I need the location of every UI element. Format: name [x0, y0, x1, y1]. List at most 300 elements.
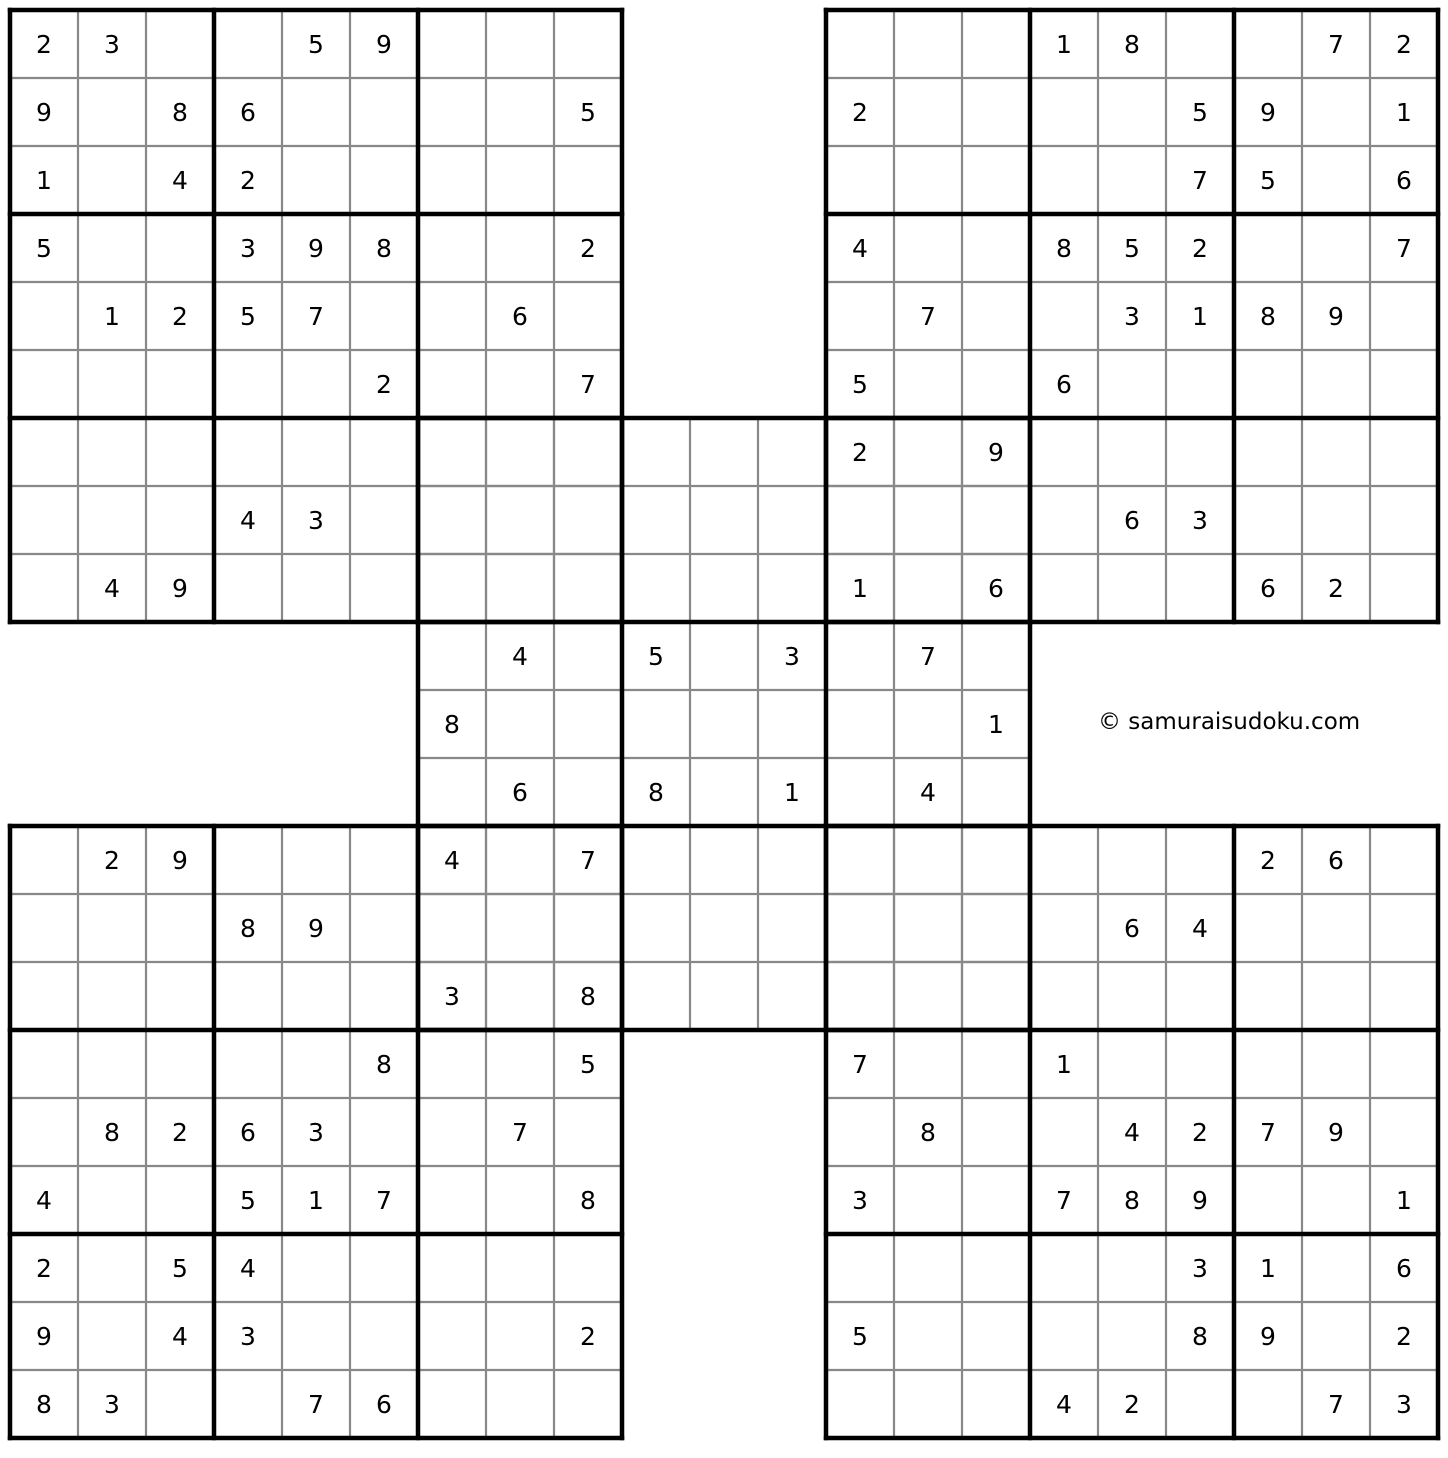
- sudoku-cell[interactable]: [826, 826, 894, 894]
- given-digit: 7: [920, 302, 936, 331]
- sudoku-cell[interactable]: [78, 146, 146, 214]
- given-digit: 5: [172, 1254, 188, 1283]
- sudoku-cell[interactable]: [1302, 146, 1370, 214]
- sudoku-cell[interactable]: [10, 282, 78, 350]
- given-digit: 6: [1124, 506, 1140, 535]
- sudoku-cell[interactable]: [690, 418, 758, 486]
- sudoku-cell[interactable]: [282, 826, 350, 894]
- sudoku-cell[interactable]: [282, 418, 350, 486]
- sudoku-cell[interactable]: [1030, 1234, 1098, 1302]
- sudoku-cell[interactable]: [486, 894, 554, 962]
- sudoku-cell[interactable]: [1030, 554, 1098, 622]
- sudoku-cell[interactable]: [486, 486, 554, 554]
- sudoku-cell[interactable]: [826, 10, 894, 78]
- sudoku-cell[interactable]: [962, 214, 1030, 282]
- given-digit: 3: [1396, 1390, 1412, 1419]
- sudoku-cell[interactable]: [1098, 1302, 1166, 1370]
- sudoku-cell[interactable]: [78, 1234, 146, 1302]
- sudoku-cell[interactable]: [962, 1302, 1030, 1370]
- sudoku-cell[interactable]: [350, 78, 418, 146]
- sudoku-cell[interactable]: [690, 826, 758, 894]
- sudoku-cell[interactable]: [962, 146, 1030, 214]
- sudoku-cell[interactable]: [1234, 486, 1302, 554]
- sudoku-cell[interactable]: [214, 1030, 282, 1098]
- sudoku-cell[interactable]: [1302, 78, 1370, 146]
- sudoku-cell[interactable]: [486, 78, 554, 146]
- sudoku-cell[interactable]: [78, 78, 146, 146]
- sudoku-cell[interactable]: [1030, 894, 1098, 962]
- sudoku-cell[interactable]: [1370, 894, 1438, 962]
- given-digit: 5: [580, 98, 596, 127]
- sudoku-cell[interactable]: [214, 1370, 282, 1438]
- sudoku-cell[interactable]: [350, 554, 418, 622]
- sudoku-cell[interactable]: [486, 962, 554, 1030]
- sudoku-cell[interactable]: [350, 146, 418, 214]
- given-digit: 6: [1124, 914, 1140, 943]
- sudoku-cell[interactable]: [146, 350, 214, 418]
- given-digit: 3: [1124, 302, 1140, 331]
- sudoku-cell[interactable]: [894, 554, 962, 622]
- sudoku-cell[interactable]: [78, 418, 146, 486]
- sudoku-cell[interactable]: [690, 486, 758, 554]
- given-digit: 5: [1260, 166, 1276, 195]
- sudoku-cell[interactable]: [962, 962, 1030, 1030]
- sudoku-cell[interactable]: [350, 826, 418, 894]
- sudoku-cell[interactable]: [1166, 418, 1234, 486]
- sudoku-cell[interactable]: [962, 282, 1030, 350]
- sudoku-cell[interactable]: [690, 894, 758, 962]
- sudoku-cell[interactable]: [758, 962, 826, 1030]
- given-digit: 4: [444, 846, 460, 875]
- sudoku-cell[interactable]: [350, 962, 418, 1030]
- sudoku-cell[interactable]: [282, 78, 350, 146]
- sudoku-cell[interactable]: [962, 78, 1030, 146]
- given-digit: 6: [1328, 846, 1344, 875]
- sudoku-cell[interactable]: [690, 622, 758, 690]
- sudoku-cell[interactable]: [1234, 418, 1302, 486]
- given-digit: 8: [580, 1186, 596, 1215]
- given-digit: 7: [1396, 234, 1412, 263]
- sudoku-cell[interactable]: [486, 350, 554, 418]
- sudoku-cell[interactable]: [554, 554, 622, 622]
- sudoku-cell[interactable]: [962, 486, 1030, 554]
- given-digit: 5: [1124, 234, 1140, 263]
- sudoku-cell[interactable]: [826, 282, 894, 350]
- sudoku-cell[interactable]: [1166, 1030, 1234, 1098]
- given-digit: 1: [1192, 302, 1208, 331]
- sudoku-cell[interactable]: [350, 418, 418, 486]
- sudoku-cell[interactable]: [1166, 350, 1234, 418]
- sudoku-cell[interactable]: [1098, 554, 1166, 622]
- given-digit: 2: [1192, 1118, 1208, 1147]
- sudoku-cell[interactable]: [1302, 1234, 1370, 1302]
- sudoku-cell[interactable]: [486, 554, 554, 622]
- sudoku-cell[interactable]: [1234, 10, 1302, 78]
- sudoku-cell[interactable]: [486, 1166, 554, 1234]
- sudoku-cell[interactable]: [78, 1166, 146, 1234]
- sudoku-cell[interactable]: [1302, 214, 1370, 282]
- sudoku-cell[interactable]: [894, 1302, 962, 1370]
- sudoku-cell[interactable]: [1098, 826, 1166, 894]
- given-digit: 6: [988, 574, 1004, 603]
- sudoku-cell[interactable]: [690, 554, 758, 622]
- given-digit: 1: [852, 574, 868, 603]
- given-digit: 8: [920, 1118, 936, 1147]
- sudoku-cell[interactable]: [962, 1234, 1030, 1302]
- sudoku-cell[interactable]: [894, 10, 962, 78]
- sudoku-cell[interactable]: [1234, 1370, 1302, 1438]
- sudoku-cell[interactable]: [1370, 826, 1438, 894]
- sudoku-cell[interactable]: [826, 894, 894, 962]
- sudoku-cell[interactable]: [418, 894, 486, 962]
- sudoku-cell[interactable]: [758, 690, 826, 758]
- sudoku-cell[interactable]: [894, 214, 962, 282]
- sudoku-cell[interactable]: [962, 826, 1030, 894]
- sudoku-cell[interactable]: [1302, 418, 1370, 486]
- sudoku-cell[interactable]: [554, 146, 622, 214]
- sudoku-cell[interactable]: [1302, 894, 1370, 962]
- sudoku-cell[interactable]: [418, 758, 486, 826]
- sudoku-cell[interactable]: [146, 10, 214, 78]
- given-digit: 8: [444, 710, 460, 739]
- sudoku-cell[interactable]: [1234, 962, 1302, 1030]
- sudoku-cell[interactable]: [554, 758, 622, 826]
- given-digit: 3: [104, 1390, 120, 1419]
- sudoku-cell[interactable]: [418, 282, 486, 350]
- sudoku-cell[interactable]: [554, 894, 622, 962]
- sudoku-cell[interactable]: [758, 486, 826, 554]
- sudoku-cell[interactable]: [486, 1234, 554, 1302]
- sudoku-cell[interactable]: [690, 758, 758, 826]
- sudoku-cell[interactable]: [10, 486, 78, 554]
- sudoku-cell[interactable]: [1030, 962, 1098, 1030]
- sudoku-cell[interactable]: [554, 1370, 622, 1438]
- sudoku-cell[interactable]: [1098, 962, 1166, 1030]
- sudoku-cell[interactable]: [350, 894, 418, 962]
- sudoku-cell[interactable]: [1302, 1030, 1370, 1098]
- sudoku-cell[interactable]: [350, 1302, 418, 1370]
- sudoku-cell[interactable]: [10, 894, 78, 962]
- sudoku-cell[interactable]: [894, 826, 962, 894]
- sudoku-cell[interactable]: [418, 1098, 486, 1166]
- sudoku-cell[interactable]: [1302, 350, 1370, 418]
- sudoku-cell[interactable]: [758, 894, 826, 962]
- given-digit: 1: [1396, 98, 1412, 127]
- sudoku-cell[interactable]: [146, 214, 214, 282]
- given-digit: 5: [580, 1050, 596, 1079]
- sudoku-cell[interactable]: [418, 1030, 486, 1098]
- sudoku-cell[interactable]: [894, 78, 962, 146]
- sudoku-cell[interactable]: [826, 1370, 894, 1438]
- given-digit: 9: [308, 914, 324, 943]
- sudoku-cell[interactable]: [486, 214, 554, 282]
- sudoku-cell[interactable]: [962, 1098, 1030, 1166]
- sudoku-cell[interactable]: [554, 418, 622, 486]
- sudoku-cell[interactable]: [962, 1370, 1030, 1438]
- given-digit: 9: [36, 98, 52, 127]
- sudoku-cell[interactable]: [146, 486, 214, 554]
- sudoku-cell[interactable]: [418, 214, 486, 282]
- sudoku-cell[interactable]: [10, 1030, 78, 1098]
- given-digit: 4: [1192, 914, 1208, 943]
- given-digit: 5: [1192, 98, 1208, 127]
- given-digit: 7: [308, 302, 324, 331]
- sudoku-cell[interactable]: [554, 486, 622, 554]
- given-digit: 1: [1056, 30, 1072, 59]
- sudoku-cell[interactable]: [894, 418, 962, 486]
- sudoku-cell[interactable]: [554, 282, 622, 350]
- sudoku-cell[interactable]: [486, 1370, 554, 1438]
- sudoku-cell[interactable]: [962, 1030, 1030, 1098]
- sudoku-cell[interactable]: [486, 10, 554, 78]
- given-digit: 2: [376, 370, 392, 399]
- sudoku-cell[interactable]: [554, 10, 622, 78]
- sudoku-cell[interactable]: [418, 1370, 486, 1438]
- sudoku-cell[interactable]: [78, 894, 146, 962]
- sudoku-cell[interactable]: [10, 350, 78, 418]
- sudoku-cell[interactable]: [962, 350, 1030, 418]
- sudoku-cell[interactable]: [1030, 146, 1098, 214]
- sudoku-cell[interactable]: [146, 962, 214, 1030]
- sudoku-cell[interactable]: [622, 894, 690, 962]
- sudoku-cell[interactable]: [1030, 1098, 1098, 1166]
- sudoku-cell[interactable]: [282, 1030, 350, 1098]
- given-digit: 7: [580, 370, 596, 399]
- sudoku-cell[interactable]: [1234, 1166, 1302, 1234]
- given-digit: 3: [784, 642, 800, 671]
- sudoku-cell[interactable]: [418, 146, 486, 214]
- sudoku-cell[interactable]: [10, 962, 78, 1030]
- sudoku-cell[interactable]: [1098, 350, 1166, 418]
- sudoku-cell[interactable]: [622, 554, 690, 622]
- given-digit: 8: [240, 914, 256, 943]
- given-digit: 9: [376, 30, 392, 59]
- sudoku-cell[interactable]: [1370, 554, 1438, 622]
- sudoku-cell[interactable]: [1370, 486, 1438, 554]
- given-digit: 2: [852, 98, 868, 127]
- sudoku-cell[interactable]: [418, 10, 486, 78]
- sudoku-cell[interactable]: [418, 1302, 486, 1370]
- sudoku-cell[interactable]: [826, 758, 894, 826]
- sudoku-cell[interactable]: [10, 554, 78, 622]
- sudoku-cell[interactable]: [1030, 826, 1098, 894]
- sudoku-cell[interactable]: [1370, 350, 1438, 418]
- sudoku-cell[interactable]: [78, 486, 146, 554]
- sudoku-cell[interactable]: [622, 486, 690, 554]
- sudoku-cell[interactable]: [350, 1098, 418, 1166]
- given-digit: 1: [1056, 1050, 1072, 1079]
- given-digit: 8: [1260, 302, 1276, 331]
- sudoku-cell[interactable]: [486, 146, 554, 214]
- sudoku-cell[interactable]: [282, 962, 350, 1030]
- sudoku-cell[interactable]: [486, 826, 554, 894]
- sudoku-cell[interactable]: [486, 690, 554, 758]
- sudoku-cell[interactable]: [894, 146, 962, 214]
- sudoku-cell[interactable]: [894, 1166, 962, 1234]
- sudoku-cell[interactable]: [554, 622, 622, 690]
- sudoku-cell[interactable]: [1302, 1166, 1370, 1234]
- sudoku-cell[interactable]: [826, 690, 894, 758]
- sudoku-cell[interactable]: [1302, 1302, 1370, 1370]
- sudoku-cell[interactable]: [622, 418, 690, 486]
- sudoku-cell[interactable]: [894, 350, 962, 418]
- sudoku-cell[interactable]: [690, 690, 758, 758]
- sudoku-cell[interactable]: [418, 350, 486, 418]
- sudoku-cell[interactable]: [146, 894, 214, 962]
- given-digit: 4: [1056, 1390, 1072, 1419]
- sudoku-cell[interactable]: [962, 622, 1030, 690]
- sudoku-cell[interactable]: [826, 962, 894, 1030]
- sudoku-cell[interactable]: [214, 10, 282, 78]
- sudoku-cell[interactable]: [418, 486, 486, 554]
- sudoku-cell[interactable]: [350, 1234, 418, 1302]
- given-digit: 2: [36, 30, 52, 59]
- sudoku-cell[interactable]: [1370, 1030, 1438, 1098]
- sudoku-cell[interactable]: [350, 282, 418, 350]
- sudoku-cell[interactable]: [10, 1098, 78, 1166]
- sudoku-cell[interactable]: [826, 1234, 894, 1302]
- sudoku-cell[interactable]: [758, 826, 826, 894]
- sudoku-cell[interactable]: [1098, 146, 1166, 214]
- given-digit: 6: [1260, 574, 1276, 603]
- sudoku-cell[interactable]: [1030, 1302, 1098, 1370]
- sudoku-cell[interactable]: [1030, 418, 1098, 486]
- sudoku-cell[interactable]: [282, 1234, 350, 1302]
- sudoku-cell[interactable]: [146, 1030, 214, 1098]
- sudoku-cell[interactable]: [350, 486, 418, 554]
- given-digit: 7: [308, 1390, 324, 1419]
- sudoku-cell[interactable]: [214, 554, 282, 622]
- given-digit: 8: [1192, 1322, 1208, 1351]
- sudoku-cell[interactable]: [1098, 1030, 1166, 1098]
- sudoku-cell[interactable]: [78, 214, 146, 282]
- sudoku-cell[interactable]: [1302, 486, 1370, 554]
- sudoku-cell[interactable]: [10, 826, 78, 894]
- sudoku-cell[interactable]: [1098, 1234, 1166, 1302]
- given-digit: 3: [240, 234, 256, 263]
- sudoku-cell[interactable]: [826, 146, 894, 214]
- sudoku-cell[interactable]: [1098, 418, 1166, 486]
- sudoku-cell[interactable]: [1234, 350, 1302, 418]
- sudoku-cell[interactable]: [1234, 214, 1302, 282]
- sudoku-cell[interactable]: [894, 1370, 962, 1438]
- given-digit: 2: [36, 1254, 52, 1283]
- sudoku-cell[interactable]: [1370, 962, 1438, 1030]
- sudoku-cell[interactable]: [282, 146, 350, 214]
- given-digit: 4: [172, 166, 188, 195]
- sudoku-cell[interactable]: [1370, 282, 1438, 350]
- sudoku-cell[interactable]: [554, 1234, 622, 1302]
- sudoku-cell[interactable]: [1234, 1030, 1302, 1098]
- sudoku-cell[interactable]: [78, 1030, 146, 1098]
- sudoku-cell[interactable]: [1370, 418, 1438, 486]
- given-digit: 8: [1124, 1186, 1140, 1215]
- sudoku-cell[interactable]: [146, 418, 214, 486]
- sudoku-cell[interactable]: [962, 10, 1030, 78]
- sudoku-cell[interactable]: [1030, 486, 1098, 554]
- sudoku-cell[interactable]: [486, 1030, 554, 1098]
- given-digit: 4: [1124, 1118, 1140, 1147]
- sudoku-cell[interactable]: [1302, 962, 1370, 1030]
- sudoku-cell[interactable]: [418, 418, 486, 486]
- sudoku-cell[interactable]: [418, 554, 486, 622]
- sudoku-cell[interactable]: [554, 690, 622, 758]
- sudoku-cell[interactable]: [894, 690, 962, 758]
- sudoku-cell[interactable]: [826, 1098, 894, 1166]
- sudoku-cell[interactable]: [622, 962, 690, 1030]
- sudoku-cell[interactable]: [1030, 282, 1098, 350]
- sudoku-cell[interactable]: [894, 486, 962, 554]
- sudoku-cell[interactable]: [690, 962, 758, 1030]
- given-digit: 7: [512, 1118, 528, 1147]
- sudoku-cell[interactable]: [78, 1302, 146, 1370]
- sudoku-cell[interactable]: [758, 418, 826, 486]
- sudoku-cell[interactable]: [214, 826, 282, 894]
- sudoku-cell[interactable]: [962, 758, 1030, 826]
- given-digit: 5: [308, 30, 324, 59]
- given-digit: 1: [988, 710, 1004, 739]
- sudoku-cell[interactable]: [486, 1302, 554, 1370]
- sudoku-cell[interactable]: [1166, 826, 1234, 894]
- sudoku-cell[interactable]: [1370, 1098, 1438, 1166]
- sudoku-cell[interactable]: [894, 1030, 962, 1098]
- sudoku-cell[interactable]: [146, 1370, 214, 1438]
- sudoku-cell[interactable]: [486, 418, 554, 486]
- sudoku-cell[interactable]: [758, 554, 826, 622]
- sudoku-cell[interactable]: [826, 622, 894, 690]
- sudoku-cell[interactable]: [554, 1098, 622, 1166]
- given-digit: 2: [1192, 234, 1208, 263]
- sudoku-cell[interactable]: [894, 894, 962, 962]
- sudoku-cell[interactable]: [418, 1234, 486, 1302]
- sudoku-cell[interactable]: [418, 622, 486, 690]
- given-digit: 8: [36, 1390, 52, 1419]
- sudoku-cell[interactable]: [282, 350, 350, 418]
- sudoku-cell[interactable]: [282, 1302, 350, 1370]
- sudoku-cell[interactable]: [1234, 894, 1302, 962]
- sudoku-cell[interactable]: [1030, 78, 1098, 146]
- sudoku-cell[interactable]: [1166, 962, 1234, 1030]
- sudoku-cell[interactable]: [622, 826, 690, 894]
- sudoku-cell[interactable]: [78, 350, 146, 418]
- sudoku-cell[interactable]: [894, 962, 962, 1030]
- sudoku-cell[interactable]: [622, 690, 690, 758]
- given-digit: 9: [36, 1322, 52, 1351]
- sudoku-cell[interactable]: [214, 350, 282, 418]
- sudoku-cell[interactable]: [826, 486, 894, 554]
- sudoku-cell[interactable]: [894, 1234, 962, 1302]
- given-digit: 9: [172, 846, 188, 875]
- sudoku-cell[interactable]: [146, 1166, 214, 1234]
- sudoku-cell[interactable]: [214, 962, 282, 1030]
- sudoku-cell[interactable]: [1098, 78, 1166, 146]
- sudoku-cell[interactable]: [1166, 10, 1234, 78]
- sudoku-cell[interactable]: [418, 1166, 486, 1234]
- sudoku-cell[interactable]: [962, 894, 1030, 962]
- given-digit: 1: [308, 1186, 324, 1215]
- sudoku-cell[interactable]: [1166, 1370, 1234, 1438]
- sudoku-cell[interactable]: [10, 418, 78, 486]
- sudoku-cell[interactable]: [962, 1166, 1030, 1234]
- given-digit: 1: [1396, 1186, 1412, 1215]
- sudoku-cell[interactable]: [214, 418, 282, 486]
- sudoku-cell[interactable]: [418, 78, 486, 146]
- given-digit: 9: [1260, 98, 1276, 127]
- given-digit: 7: [920, 642, 936, 671]
- sudoku-cell[interactable]: [282, 554, 350, 622]
- sudoku-cell[interactable]: [1166, 554, 1234, 622]
- sudoku-cell[interactable]: [78, 962, 146, 1030]
